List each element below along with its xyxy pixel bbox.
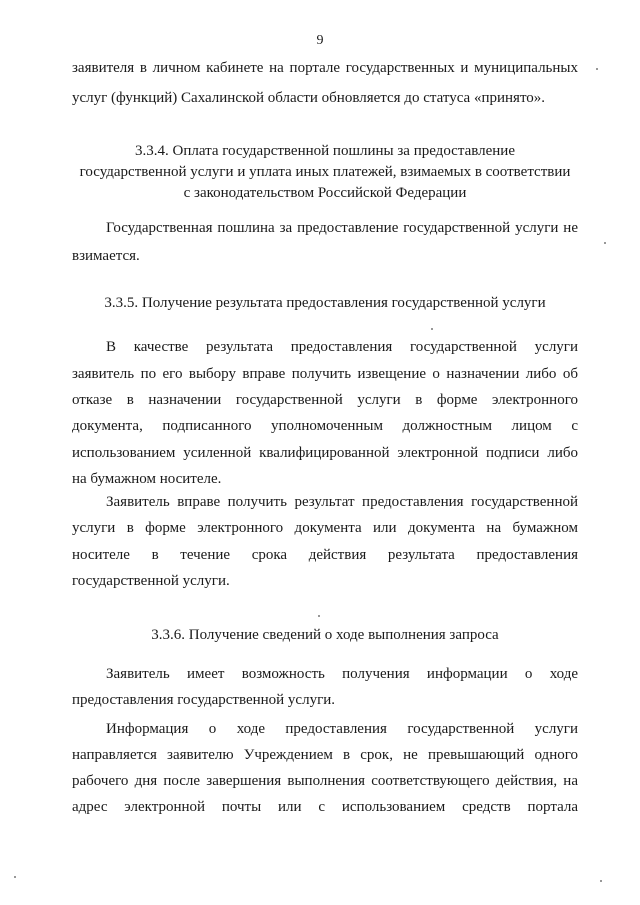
scan-speck (604, 242, 606, 244)
paragraph-line: Государственная пошлина за предоставление государственной услуги не (106, 220, 578, 236)
paragraph-line: В качестве результата предоставления государственной услуги (106, 339, 578, 355)
paragraph-line: носителе в течение срока действия результата предоставления (72, 547, 578, 563)
paragraph-line: использованием усиленной квалифицированной электронной подписи либо (72, 445, 578, 461)
section-heading-line: с законодательством Российской Федерации (183, 185, 467, 201)
paragraph-line: документа, подписанного уполномоченным должностным лицом с (72, 418, 578, 434)
paragraph-line: заявитель по его выбору вправе получить извещение о назначении либо об (72, 366, 578, 382)
scan-speck (431, 328, 433, 330)
section-heading-line: государственной услуги и уплата иных платежей, взимаемых в соответствии (79, 164, 571, 180)
paragraph-line: Заявитель имеет возможность получения информации о ходе (106, 666, 578, 682)
paragraph-line: Заявитель вправе получить результат предоставления государственной (106, 494, 578, 510)
paragraph-line: предоставления государственной услуги. (72, 692, 336, 708)
paragraph-line: услуги в форме электронного документа или документа на бумажном (72, 520, 578, 536)
paragraph-line: адрес электронной почты или с использованием средств портала (72, 799, 578, 815)
scan-speck (318, 615, 320, 617)
paragraph-line: направляется заявителю Учреждением в срок, не превышающий одного (72, 747, 578, 763)
scan-speck (596, 68, 598, 70)
scan-speck (600, 880, 602, 882)
section-heading: 3.3.5. Получение результата предоставления государственной услуги (104, 295, 546, 311)
page-number: 9 (316, 33, 324, 48)
paragraph-line: услуг (функций) Сахалинской области обновляется до статуса «принято». (72, 90, 546, 106)
paragraph-line: отказе в назначении государственной услуги в форме электронного (72, 392, 578, 408)
section-heading: 3.3.6. Получение сведений о ходе выполнения запроса (151, 627, 499, 643)
paragraph-line: взимается. (72, 248, 140, 264)
paragraph-line: рабочего дня после завершения выполнения соответствующего действия, на (72, 773, 578, 789)
paragraph-line: на бумажном носителе. (72, 471, 222, 487)
scan-speck (14, 876, 16, 878)
paragraph-line: Информация о ходе предоставления государственной услуги (106, 721, 578, 737)
section-heading-line: 3.3.4. Оплата государственной пошлины за предоставление (135, 143, 515, 159)
paragraph-line: заявителя в личном кабинете на портале государственных и муниципальных (72, 60, 578, 76)
paragraph-line: государственной услуги. (72, 573, 230, 589)
